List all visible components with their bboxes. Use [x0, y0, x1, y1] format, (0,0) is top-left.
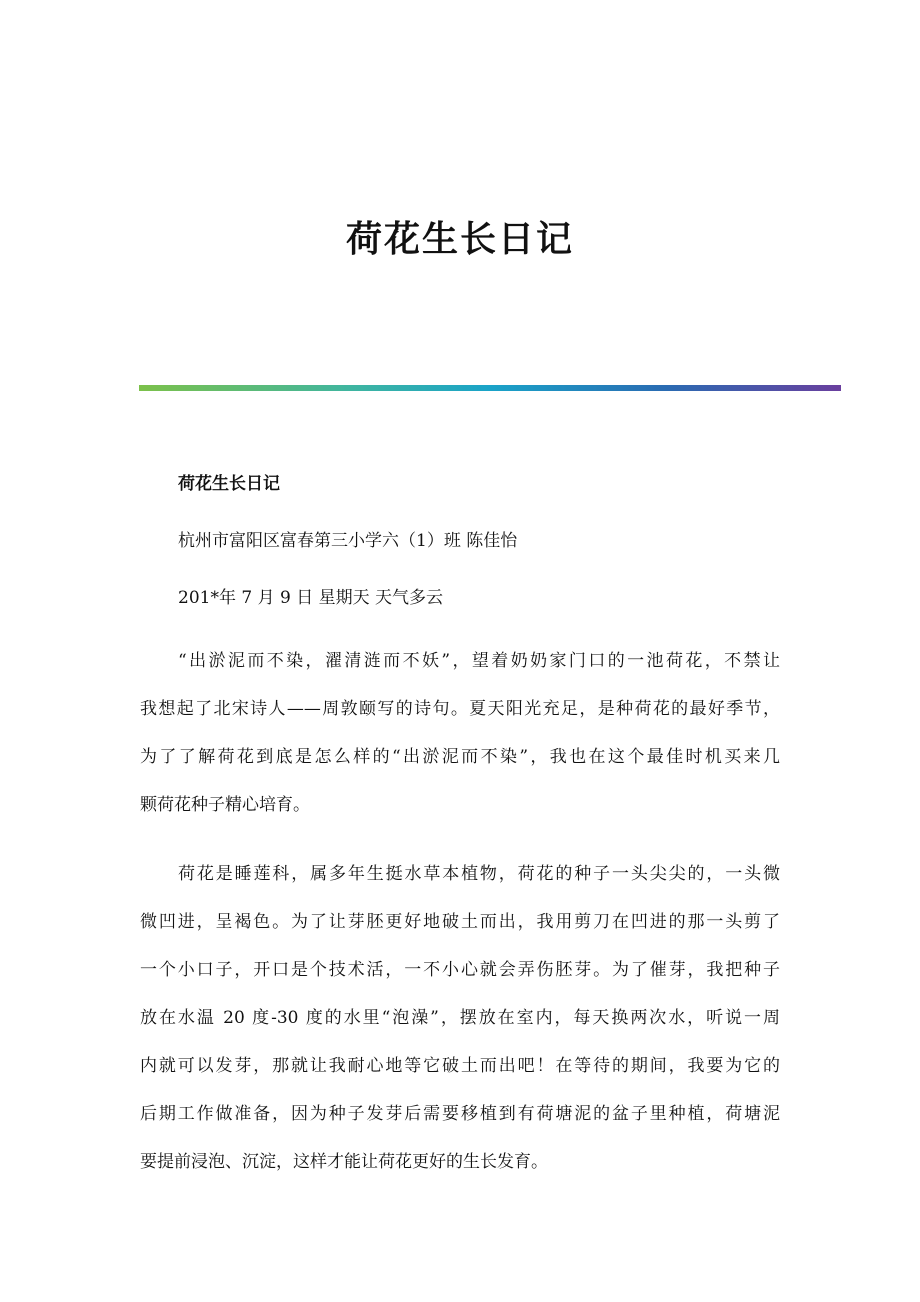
paragraph-line: 微凹进，呈褐色。为了让芽胚更好地破土而出，我用剪刀在凹进的那一头剪了: [140, 912, 780, 932]
paragraph-line: 放在水温 20 度-30 度的水里“泡澡”，摆放在室内，每天换两次水，听说一周: [140, 1008, 780, 1028]
paragraph-line: 后期工作做准备，因为种子发芽后需要移植到有荷塘泥的盆子里种植，荷塘泥: [140, 1104, 780, 1124]
paragraph-line: 荷花是睡莲科，属多年生挺水草本植物，荷花的种子一头尖尖的，一头微: [178, 864, 780, 884]
paragraph: [140, 637, 780, 829]
paragraph-line: 颗荷花种子精心培育。: [140, 795, 310, 815]
gradient-divider: [139, 385, 841, 391]
author-line: 杭州市富阳区富春第三小学六（1）班 陈佳怡: [178, 531, 518, 551]
document-title: 荷花生长日记: [345, 219, 574, 260]
paragraph: [140, 850, 780, 1186]
paragraph-line: “出淤泥而不染，濯清涟而不妖”，望着奶奶家门口的一池荷花，不禁让: [178, 651, 780, 671]
date-line: 201*年 7 月 9 日 星期天 天气多云: [178, 588, 444, 608]
article-heading: 荷花生长日记: [178, 474, 280, 494]
document-body: [140, 466, 780, 1186]
paragraph-line: 为了了解荷花到底是怎么样的“出淤泥而不染”，我也在这个最佳时机买来几: [140, 747, 780, 767]
paragraph-line: 一个小口子，开口是个技术活，一不小心就会弄伤胚芽。为了催芽，我把种子: [140, 960, 780, 980]
paragraph-line: 要提前浸泡、沉淀，这样才能让荷花更好的生长发育。: [140, 1152, 548, 1172]
paragraph-line: 我想起了北宋诗人——周敦颐写的诗句。夏天阳光充足，是种荷花的最好季节，: [140, 699, 780, 719]
paragraph-line: 内就可以发芽，那就让我耐心地等它破土而出吧！在等待的期间，我要为它的: [140, 1056, 780, 1076]
